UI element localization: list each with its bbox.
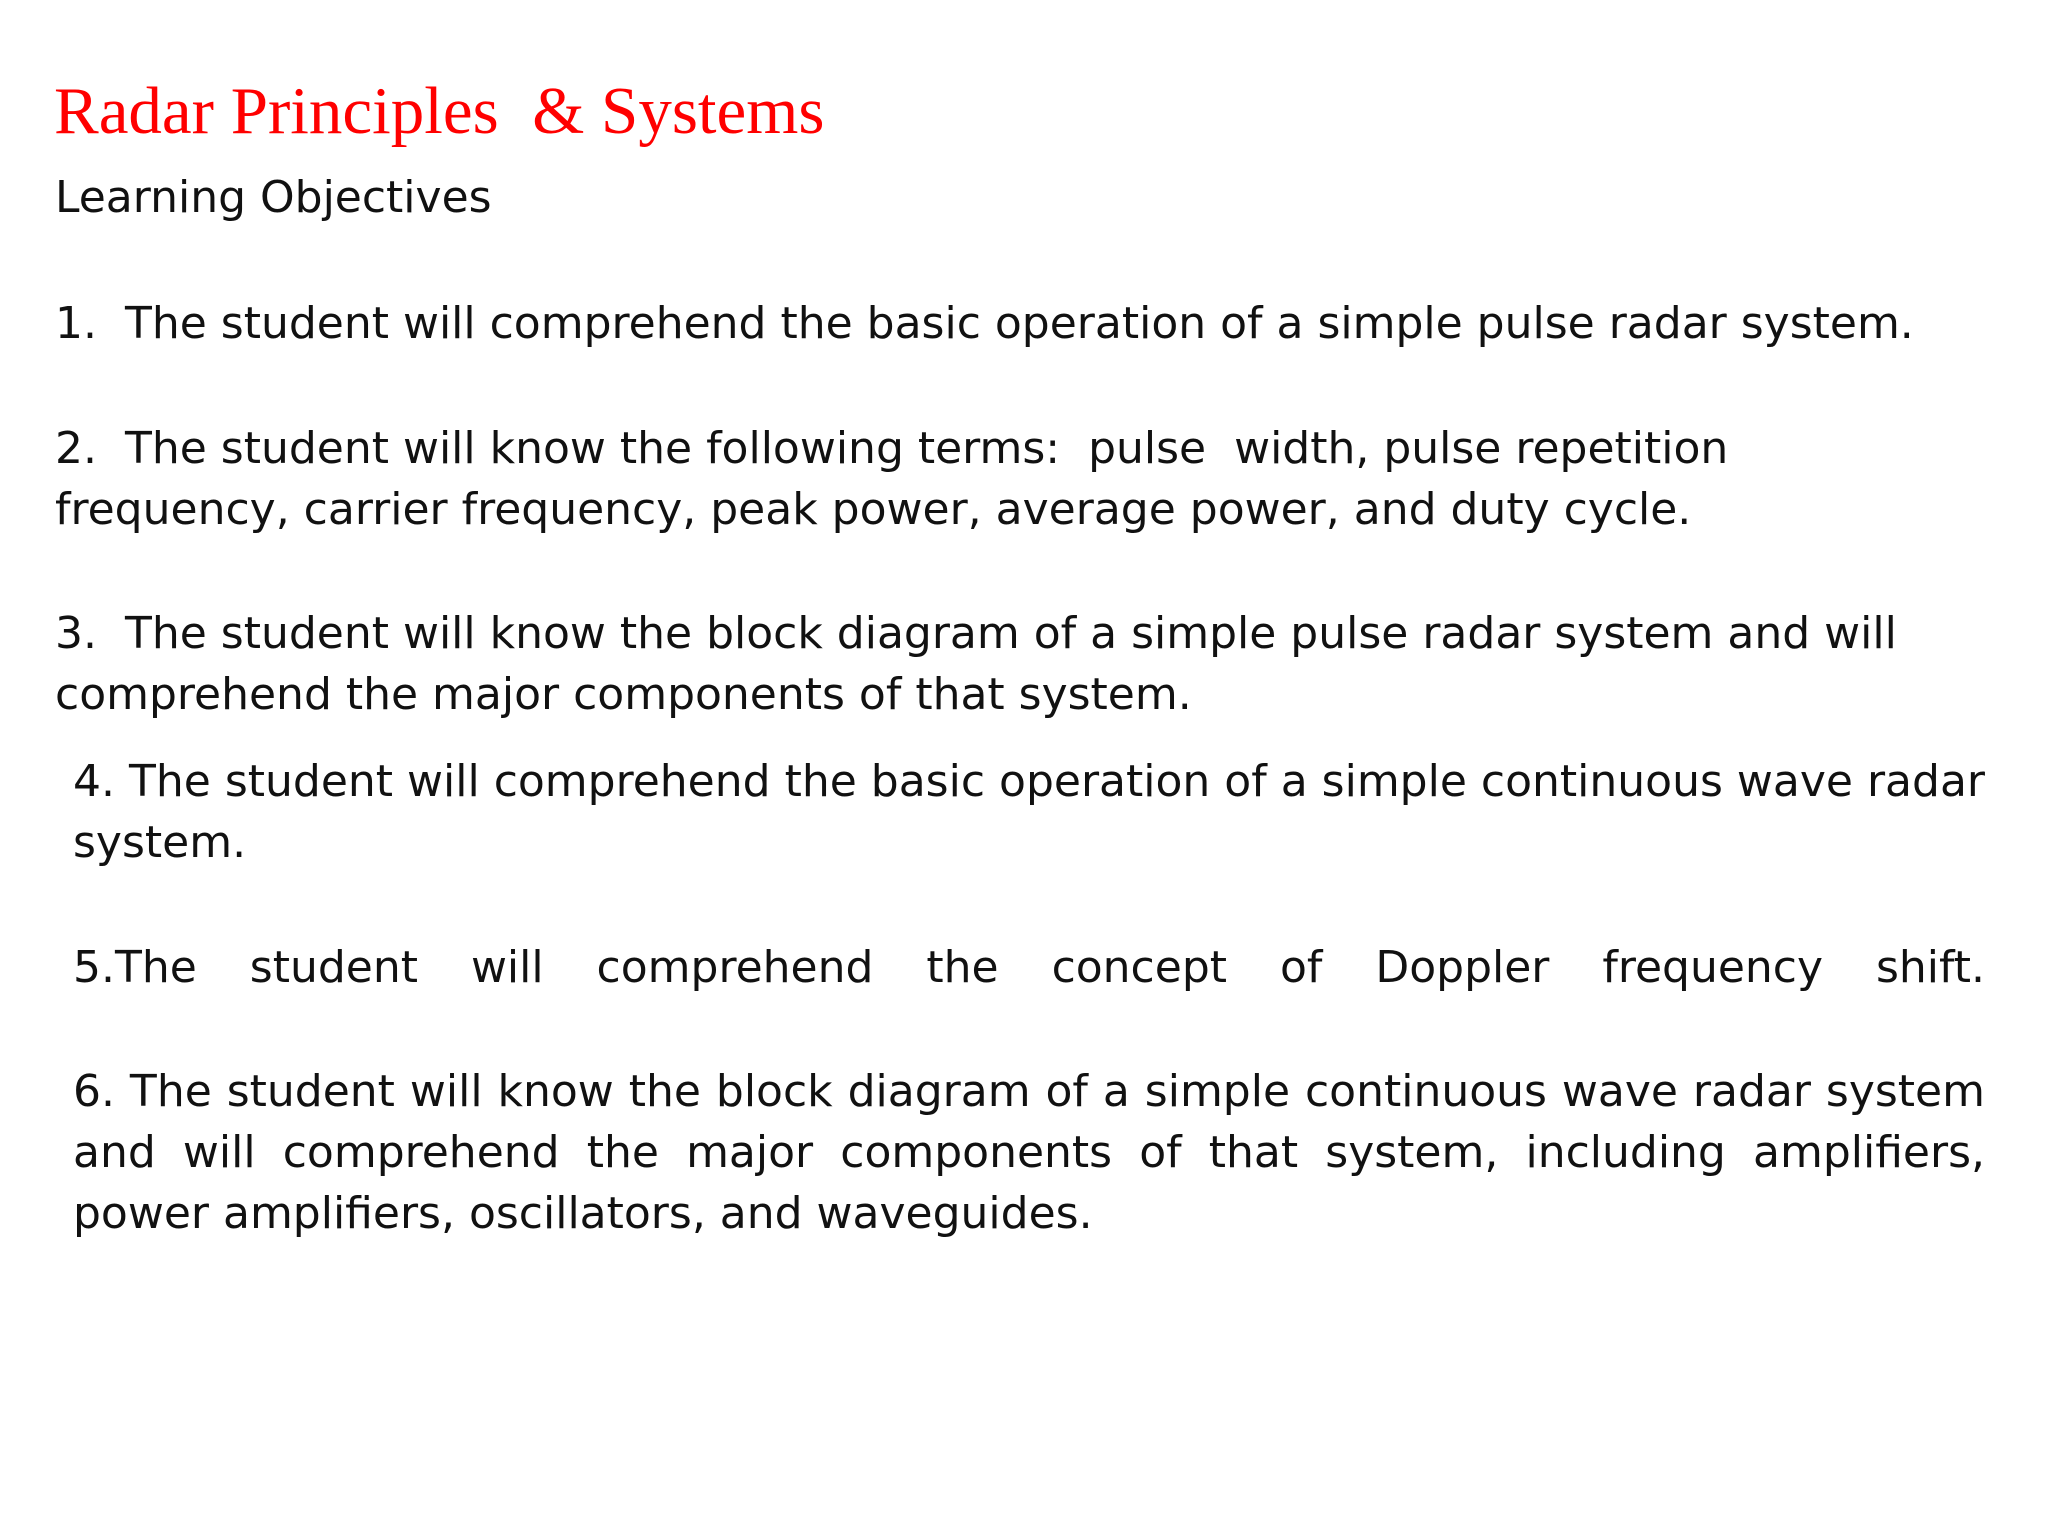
objective-2: 2. The student will know the following terms: pulse width, pulse repetition frequency, carrier frequency, peak power, average power, and duty cycle.	[55, 423, 1743, 535]
objective-3: 3. The student will know the block diagram of a simple pulse radar system and will comprehend the major components of that system.	[55, 608, 1911, 720]
objective-4: 4. The student will comprehend the basic operation of a simple continuous wave radar system.	[73, 756, 1985, 868]
objective-5: 5.The student will comprehend the concept of Doppler frequency shift.	[73, 942, 1985, 993]
slide-title: Radar Principles & Systems	[54, 74, 825, 148]
slide-subtitle: Learning Objectives	[55, 172, 492, 223]
objective-1: 1. The student will comprehend the basic operation of a simple pulse radar system.	[55, 298, 1914, 349]
objective-6: 6. The student will know the block diagram of a simple continuous wave radar system and will comprehend the major components of that system, including amplifiers, power amplifiers, oscillators, and waveguides.	[73, 1066, 1985, 1239]
